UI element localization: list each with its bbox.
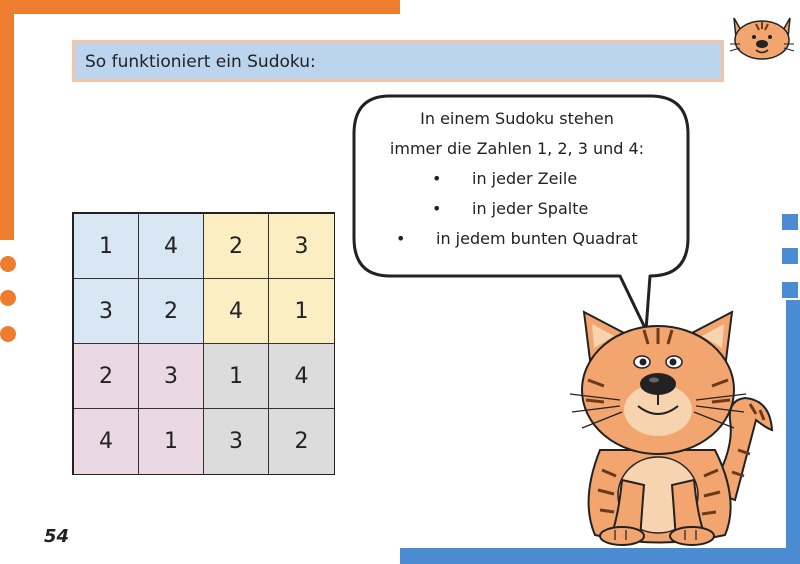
bullet-text: in jeder Spalte xyxy=(472,199,589,218)
orange-frame-top xyxy=(0,0,400,14)
sudoku-cell: 3 xyxy=(204,409,269,474)
page-number: 54 xyxy=(44,526,70,547)
sudoku-cell: 2 xyxy=(139,279,204,344)
bubble-intro-line: In einem Sudoku stehen xyxy=(420,109,614,128)
sudoku-cell: 3 xyxy=(74,279,139,344)
sudoku-cell: 1 xyxy=(204,344,269,409)
sudoku-cell: 1 xyxy=(139,409,204,474)
orange-dot xyxy=(0,290,16,306)
sudoku-cell: 2 xyxy=(204,214,269,279)
orange-dot xyxy=(0,326,16,342)
orange-frame-left xyxy=(0,0,14,240)
blue-frame-bottom xyxy=(400,548,800,564)
bullet-text: in jedem bunten Quadrat xyxy=(436,229,638,248)
blue-square xyxy=(782,214,798,230)
bubble-text xyxy=(362,104,672,254)
bullet-item: • in jedem bunten Quadrat xyxy=(396,229,638,248)
bullet-item: • in jeder Spalte xyxy=(432,199,589,218)
blue-frame-right xyxy=(786,300,800,564)
cat-head-icon xyxy=(726,8,798,62)
sudoku-cell: 4 xyxy=(269,344,334,409)
bullet-item: • in jeder Zeile xyxy=(432,169,578,188)
heading-bar xyxy=(72,40,724,82)
sudoku-cell: 3 xyxy=(269,214,334,279)
sudoku-cell: 4 xyxy=(139,214,204,279)
sudoku-cell: 1 xyxy=(269,279,334,344)
cat-illustration xyxy=(560,300,785,548)
sudoku-cell: 2 xyxy=(74,344,139,409)
sudoku-cell: 2 xyxy=(269,409,334,474)
orange-dot xyxy=(0,256,16,272)
sudoku-cell: 4 xyxy=(74,409,139,474)
blue-square xyxy=(782,282,798,298)
sudoku-grid xyxy=(72,212,335,475)
bubble-intro-line: immer die Zahlen 1, 2, 3 und 4: xyxy=(389,139,645,158)
bullet-text: in jeder Zeile xyxy=(472,169,578,188)
sudoku-cell: 1 xyxy=(74,214,139,279)
sudoku-cell: 3 xyxy=(139,344,204,409)
heading-text: So funktioniert ein Sudoku: xyxy=(85,52,316,72)
sudoku-cell: 4 xyxy=(204,279,269,344)
blue-square xyxy=(782,248,798,264)
